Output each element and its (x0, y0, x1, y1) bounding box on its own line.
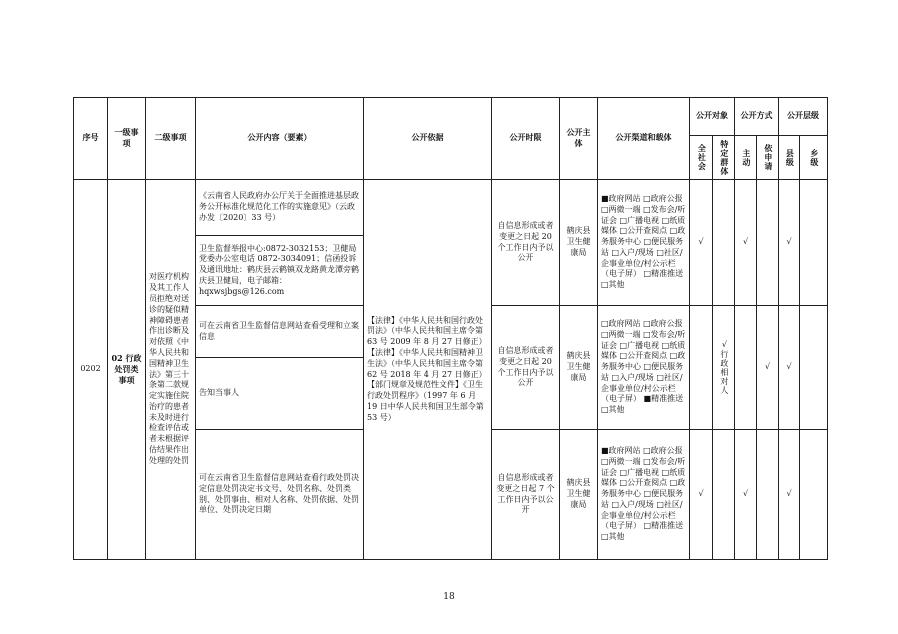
content-notify-party: 告知当事人 (196, 358, 364, 430)
deadline-1: 自信息形成或者变更之日起 20 个工作日内予以公开 (492, 180, 560, 306)
channel-1: ■政府网站 □政府公报 □两微一端 □发布会/听证会 □广播电视 □纸质媒体 □公开查阅点 □政务服务中心 □便民服务站 □入户/现场 □社区/企事业单位/村公示栏（电子屏） □精准推送 □其他 (598, 180, 690, 306)
check-active-1: √ (735, 180, 757, 306)
header-all-society: 全社会 (690, 136, 713, 180)
empty-specific-1 (713, 180, 735, 306)
check-request-2: √ (757, 306, 779, 430)
header-specific-group: 特定群体 (713, 136, 735, 180)
header-channel: 公开渠道和载体 (598, 98, 690, 180)
channel-3: ■政府网站 □政府公报 □两微一端 □发布会/听证会 □广播电视 □纸质媒体 □公开查阅点 □政务服务中心 □便民服务站 □入户/现场 □社区/企事业单位/村公示栏（电子屏） □精准推送 □其他 (598, 430, 690, 560)
header-deadline: 公开时限 (492, 98, 560, 180)
check-county-3: √ (779, 430, 800, 560)
header-method-group: 公开方式 (735, 98, 779, 136)
header-seq: 序号 (74, 98, 108, 180)
subject-1: 鹤庆县卫生健康局 (560, 180, 598, 306)
basis-law-2: 【法律】《中华人民共和国精神卫生法》（中华人民共和国主席令第 62 号 2018 年 4 月 27 日修正） (367, 347, 487, 379)
channel-2: □政府网站 □政府公报 □两微一端 □发布会/听证会 □广播电视 □纸质媒体 □公开查阅点 □政务服务中心 □便民服务站 □入户/现场 □社区/企事业单位/村公示栏（电子屏） ■精准推送 □其他 (598, 306, 690, 430)
check-county-1: √ (779, 180, 800, 306)
empty-all-society-2 (690, 306, 713, 430)
header-county: 县级 (779, 136, 800, 180)
row-seq: 0202 (74, 180, 108, 560)
check-all-society-1: √ (690, 180, 713, 306)
header-basis: 公开依据 (364, 98, 492, 180)
header-content: 公开内容（要素） (196, 98, 364, 180)
header-on-request: 依申请 (757, 136, 779, 180)
content-decision-info: 可在云南省卫生监督信息网站查看行政处罚决定信息处罚决定书文号、处罚名称、处罚类别、处罚事由、相对人名称、处罚依据、处罚单位、处罚决定日期 (196, 430, 364, 560)
empty-township-2 (800, 306, 828, 430)
row-level1: 02 行政处罚类事项 (108, 180, 146, 560)
empty-township-3 (800, 430, 828, 560)
empty-specific-3 (713, 430, 735, 560)
basis-law-1: 【法律】《中华人民共和国行政处罚法》（中华人民共和国主席令第 63 号 2009 年 8 月 27 日修正） (367, 315, 487, 347)
basis-regulation: 【部门规章及规范性文件】《卫生行政处罚程序》（1997 年 6 月 19 日中华人民共和国卫生部令第 53 号） (367, 380, 484, 422)
header-level1: 一级事项 (108, 98, 146, 180)
header-level-group: 公开层级 (779, 98, 828, 136)
disclosure-table (73, 97, 828, 560)
page-number: 18 (443, 592, 455, 602)
header-level2: 二级事项 (146, 98, 196, 180)
content-contact-info: 卫生监督举报中心:0872-3032153；卫健局党委办公室电话 0872-3034091；信函投诉及通讯地址：鹤庆县云鹤镇双龙路黄龙潭旁鹤庆县卫健局，电子邮箱：hqxwsjbgs@126.com (196, 236, 364, 306)
deadline-3: 自信息形成或者变更之日起 7 个工作日内予以公开 (492, 430, 560, 560)
empty-request-1 (757, 180, 779, 306)
header-township: 乡级 (800, 136, 828, 180)
check-all-society-3: √ (690, 430, 713, 560)
empty-township-1 (800, 180, 828, 306)
header-active: 主动 (735, 136, 757, 180)
header-subject: 公开主体 (560, 98, 598, 180)
subject-3: 鹤庆县卫生健康局 (560, 430, 598, 560)
check-county-2: √ (779, 306, 800, 430)
check-active-3: √ (735, 430, 757, 560)
specific-group-note: √行政相对人 (713, 306, 735, 430)
empty-active-2 (735, 306, 757, 430)
empty-request-3 (757, 430, 779, 560)
content-policy-doc: 《云南省人民政府办公厅关于全面推进基层政务公开标准化规范化工作的实施意见》（云政办发〔2020〕33 号） (196, 180, 364, 236)
deadline-2: 自信息形成或者变更之日起 20 个工作日内予以公开 (492, 306, 560, 430)
basis-cell (364, 180, 492, 560)
subject-2: 鹤庆县卫生健康局 (560, 306, 598, 430)
content-case-info: 可在云南省卫生监督信息网站查看受理和立案信息 (196, 306, 364, 358)
header-object-group: 公开对象 (690, 98, 735, 136)
row-level2: 对医疗机构及其工作人员拒绝对送诊的疑似精神障碍患者作出诊断及对依照《中华人民共和国精神卫生法》第三十条第二款规定实施住院治疗的患者未及时进行检查评估或者未根据评估结果作出处理的处罚 (146, 180, 196, 560)
